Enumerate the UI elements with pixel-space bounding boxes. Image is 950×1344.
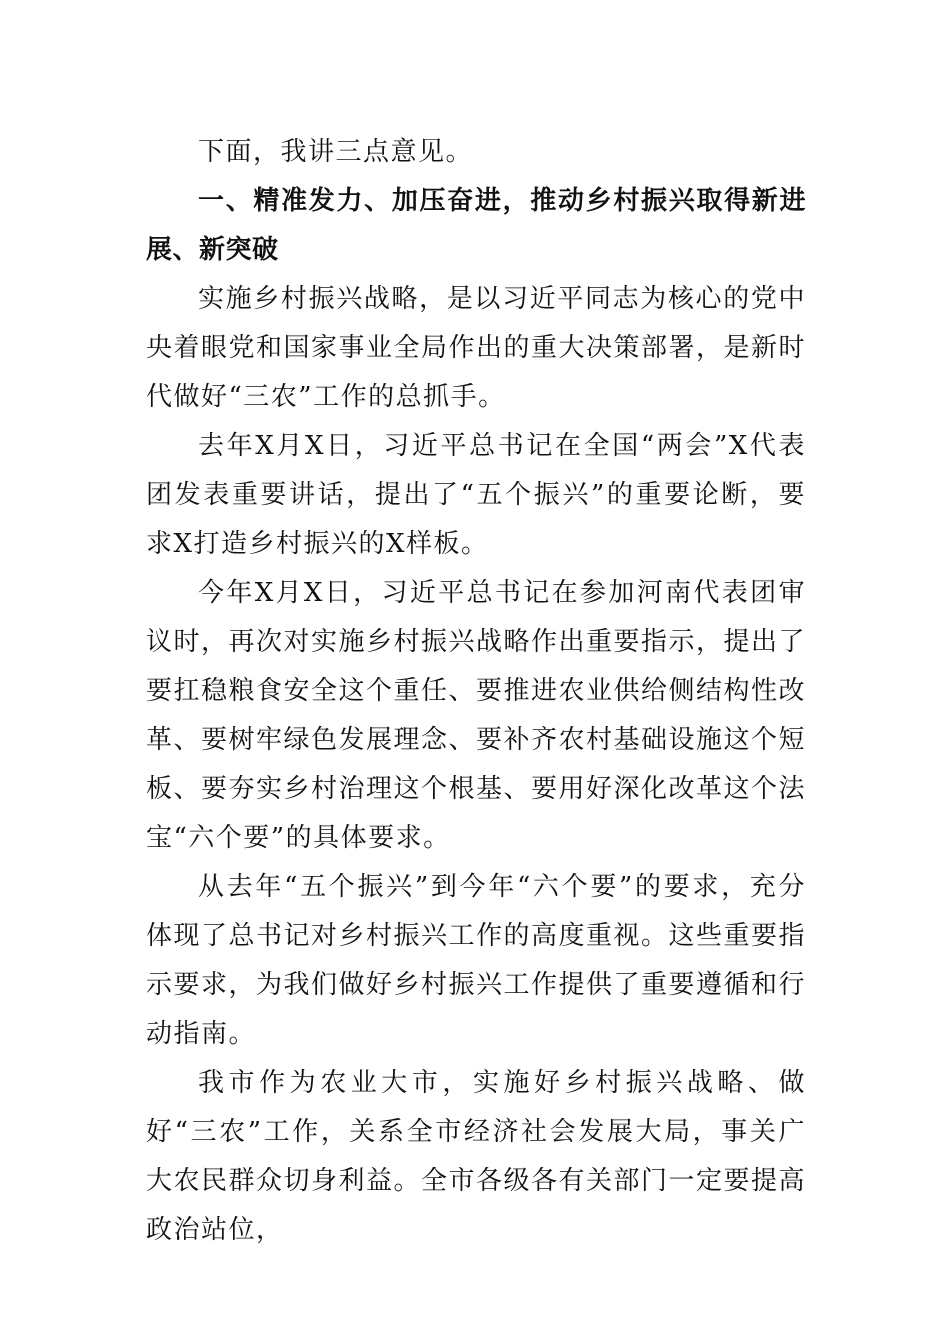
body-paragraph: 今年X月X日，习近平总书记在参加河南代表团审议时，再次对实施乡村振兴战略作出重要指示，提出了要扛稳粮食安全这个重任、要推进农业供给侧结构性改革、要树牢绿色发展理念、要补齐农村基础设施这个短板、要夯实乡村治理这个根基、要用好深化改革这个法宝“六个要”的具体要求。 xyxy=(146,578,807,853)
document-body xyxy=(146,128,806,1255)
body-paragraph: 从去年“五个振兴”到今年“六个要”的要求，充分体现了总书记对乡村振兴工作的高度重视。这些重要指示要求，为我们做好乡村振兴工作提供了重要遵循和行动指南。 xyxy=(146,872,807,1049)
body-paragraph: 实施乡村振兴战略，是以习近平同志为核心的党中央着眼党和国家事业全局作出的重大决策部署，是新时代做好“三农”工作的总抓手。 xyxy=(146,284,807,412)
body-paragraph: 去年X月X日，习近平总书记在全国“两会”X代表团发表重要讲话，提出了“五个振兴”的重要论断，要求X打造乡村振兴的X样板。 xyxy=(146,431,806,559)
intro-paragraph: 下面，我讲三点意见。 xyxy=(198,137,474,167)
section-heading: 一、精准发力、加压奋进，推动乡村振兴取得新进展、新突破 xyxy=(146,186,806,265)
body-paragraph: 我市作为农业大市，实施好乡村振兴战略、做好“三农”工作，关系全市经济社会发展大局，事关广大农民群众切身利益。全市各级各有关部门一定要提高政治站位， xyxy=(146,1068,807,1245)
